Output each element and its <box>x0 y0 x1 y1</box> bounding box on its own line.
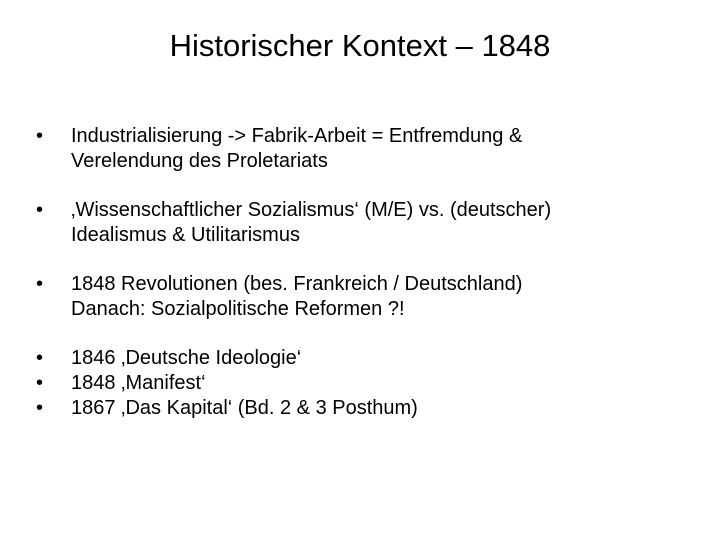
bullet-text-line: ‚Wissenschaftlicher Sozialismus‘ (M/E) vs. (deutscher) <box>71 199 552 221</box>
bullet-group <box>36 124 696 174</box>
bullet-group <box>36 346 696 421</box>
bullet-icon: • <box>36 273 44 295</box>
bullet-item <box>36 198 696 248</box>
bullet-text-line: Danach: Sozialpolitische Reformen ?! <box>71 298 405 320</box>
bullet-text-line: Industrialisierung -> Fabrik-Arbeit = Entfremdung & <box>71 125 523 147</box>
bullet-text-line: Idealismus & Utilitarismus <box>71 224 300 246</box>
bullet-text-line: 1848 Revolutionen (bes. Frankreich / Deutschland) <box>71 273 523 295</box>
bullet-item <box>36 346 696 371</box>
bullet-icon: • <box>36 199 44 221</box>
bullet-text-line: Verelendung des Proletariats <box>71 150 328 172</box>
bullet-text-line: 1867 ‚Das Kapital‘ (Bd. 2 & 3 Posthum) <box>71 397 418 419</box>
slide-body <box>36 124 696 421</box>
bullet-text-line: 1848 ‚Manifest‘ <box>71 372 206 394</box>
bullet-icon: • <box>36 125 44 147</box>
bullet-group <box>36 272 696 322</box>
bullet-icon: • <box>36 372 44 394</box>
bullet-group <box>36 198 696 248</box>
bullet-text-line: 1846 ‚Deutsche Ideologie‘ <box>71 347 302 369</box>
bullet-item <box>36 396 696 421</box>
bullet-item <box>36 272 696 322</box>
bullet-item <box>36 371 696 396</box>
bullet-icon: • <box>36 347 44 369</box>
bullet-icon: • <box>36 397 44 419</box>
bullet-item <box>36 124 696 174</box>
slide-title: Historischer Kontext – 1848 <box>169 28 551 63</box>
